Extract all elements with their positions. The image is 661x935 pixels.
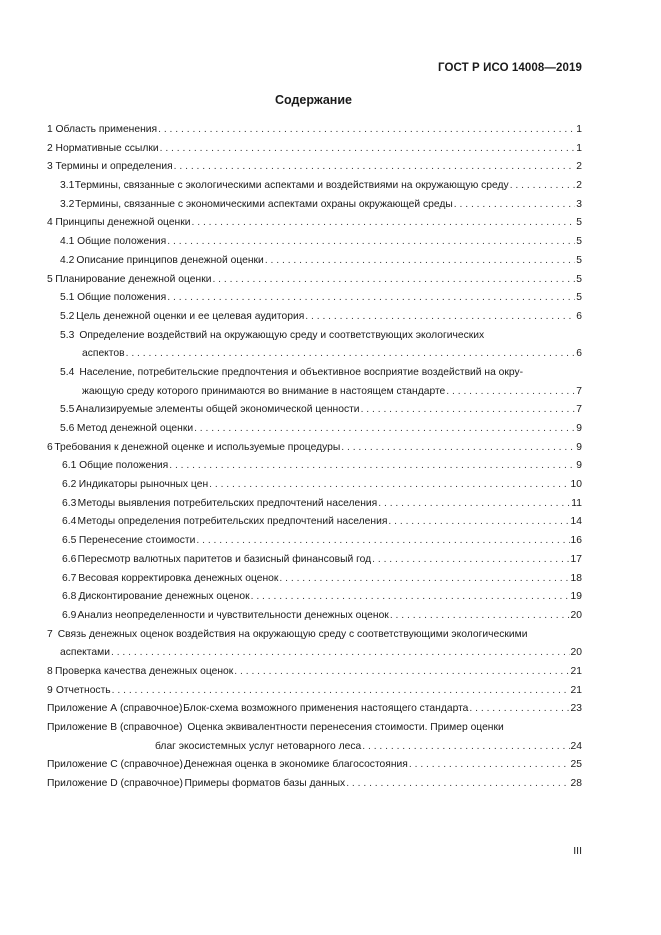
toc-entry-number: 2	[47, 142, 53, 154]
toc-entry-6[interactable]	[47, 439, 582, 458]
toc-entry-page: 5	[576, 273, 582, 285]
toc-entry-9[interactable]	[47, 682, 582, 701]
toc-entry-text: Нормативные ссылки	[55, 142, 159, 154]
dot-leader	[265, 252, 575, 271]
toc-entry-6-6[interactable]	[47, 551, 582, 570]
toc-entry-6-1[interactable]	[47, 457, 582, 476]
toc-entry-page: 11	[571, 497, 582, 509]
toc-entry-page: 5	[576, 236, 582, 248]
toc-entry-number: 6	[47, 441, 53, 453]
toc-entry-text: Перенесение стоимости	[78, 535, 196, 547]
toc-entry-4-2[interactable]	[47, 252, 582, 271]
toc-entry-4[interactable]	[47, 214, 582, 233]
toc-entry-text: Связь денежных оценок воздействия на окружающую среду с соответствующими экологическими	[57, 628, 528, 640]
toc-entry-text: Анализ неопределенности и чувствительности денежных оценок	[77, 609, 389, 621]
toc-entry-5-2[interactable]	[47, 308, 582, 327]
toc-entry-page: 5	[576, 217, 582, 229]
toc-entry-3-2[interactable]	[47, 196, 582, 215]
toc-entry-text: Термины и определения	[55, 161, 173, 173]
dot-leader	[234, 663, 569, 682]
toc-entry-number: 5.5	[60, 404, 75, 416]
document-id: ГОСТ Р ИСО 14008—2019	[437, 62, 582, 74]
toc-entry-number: 3.1	[60, 180, 75, 192]
dot-leader	[362, 738, 569, 757]
toc-entry-text: Индикаторы рыночных цен	[78, 479, 209, 491]
toc-entry-number: 5.3	[60, 329, 75, 341]
toc-entry-5-6[interactable]	[47, 420, 582, 439]
toc-entry-page: 19	[570, 591, 582, 603]
toc-entry-6-8[interactable]	[47, 588, 582, 607]
toc-entry-text: Проверка качества денежных оценок	[55, 665, 234, 677]
dot-leader	[372, 551, 569, 570]
toc-entry-number: 1	[47, 124, 53, 135]
appendix-label: Приложение В (справочное)	[47, 722, 183, 733]
toc-entry-text: Термины, связанные с экономическими аспектами охраны окружающей среды	[75, 198, 453, 210]
toc-entry-text: Принципы денежной оценки	[55, 217, 191, 229]
toc-entry-page: 1	[576, 142, 582, 154]
appendix-label: Приложение D (справочное)	[47, 778, 183, 790]
toc-entry-page: 28	[570, 778, 582, 790]
appendix-label: Приложение А (справочное)	[47, 703, 183, 715]
toc-entry-6-2[interactable]	[47, 476, 582, 495]
dot-leader	[209, 476, 569, 495]
dot-leader	[409, 756, 570, 775]
toc-entry-page: 10	[570, 479, 582, 491]
toc-entry-number: 6.6	[62, 553, 77, 565]
toc-entry-number: 5	[47, 273, 53, 285]
toc-entry-page: 20	[570, 647, 582, 659]
toc-entry-text: Общие положения	[77, 236, 167, 248]
dot-leader	[194, 420, 575, 439]
toc-entry-6-7[interactable]	[47, 570, 582, 589]
dot-leader	[192, 214, 576, 233]
toc-appendix-d[interactable]	[47, 775, 582, 794]
dot-leader	[174, 158, 576, 177]
toc-entry-number: 6.2	[62, 479, 77, 491]
toc-entry-text-continued: жающую среду которого принимаются во внимание в настоящем стандарте	[82, 385, 446, 397]
toc-entry-page: 9	[576, 460, 582, 472]
toc-entry-1[interactable]	[47, 121, 582, 140]
toc-appendix-a[interactable]	[47, 700, 582, 719]
toc-entry-5[interactable]	[47, 271, 582, 290]
dot-leader	[361, 401, 576, 420]
toc-entry-text: Отчетность	[55, 684, 111, 696]
toc-entry-text: Планирование денежной оценки	[55, 273, 212, 285]
toc-entry-text: Общие положения	[77, 292, 167, 304]
toc-entry-page: 18	[570, 572, 582, 584]
toc-entry-text-continued: аспектами	[60, 647, 110, 659]
toc-entry-page: 25	[570, 759, 582, 771]
dot-leader	[378, 495, 570, 514]
dot-leader	[388, 513, 569, 532]
toc-entry-6-4[interactable]	[47, 513, 582, 532]
toc-entry-number: 6.5	[62, 535, 77, 547]
toc-entry-number: 5.6	[60, 423, 75, 434]
toc-entry-number: 6.4	[62, 516, 77, 528]
toc-entry-text: Оценка эквивалентности перенесения стоимости. Пример оценки	[187, 722, 504, 733]
toc-entry-page: 16	[570, 535, 582, 547]
dot-leader	[112, 682, 570, 701]
toc-entry-page: 21	[570, 665, 582, 677]
toc-entry-text: Методы определения потребительских предпочтений населения	[77, 516, 388, 528]
toc-entry-text: Анализируемые элементы общей экономической ценности	[75, 404, 360, 416]
toc-entry-text: Термины, связанные с экологическими аспектами и воздействиями на окружающую среду	[74, 180, 509, 192]
toc-entry-text: Описание принципов денежной оценки	[76, 254, 264, 266]
toc-entry-page: 14	[570, 516, 582, 528]
toc-entry-page: 6	[576, 310, 582, 322]
table-of-contents	[47, 121, 582, 794]
toc-entry-text: Цель денежной оценки и ее целевая аудитория	[76, 310, 305, 322]
toc-entry-page: 5	[576, 254, 582, 266]
toc-entry-text-continued: благ экосистемных услуг нетоварного леса	[155, 740, 362, 752]
dot-leader	[160, 140, 576, 159]
toc-entry-number: 5.1	[60, 292, 75, 304]
toc-entry-5-5[interactable]	[47, 401, 582, 420]
appendix-label: Приложение С (справочное)	[47, 759, 183, 771]
toc-entry-page: 7	[576, 404, 582, 416]
toc-title: Содержание	[274, 93, 352, 107]
dot-leader	[346, 775, 569, 794]
dot-leader	[167, 233, 575, 252]
toc-entry-text: Примеры форматов базы данных	[184, 778, 346, 790]
toc-entry-5-3[interactable]	[47, 327, 582, 364]
toc-entry-number: 3	[47, 161, 53, 173]
toc-entry-number: 3.2	[60, 198, 75, 210]
toc-entry-page: 5	[576, 292, 582, 304]
page-number: III	[573, 845, 582, 857]
toc-entry-8[interactable]	[47, 663, 582, 682]
toc-entry-text: Требования к денежной оценке и используемые процедуры	[54, 441, 341, 453]
dot-leader	[126, 345, 576, 364]
toc-entry-page: 3	[576, 198, 582, 210]
toc-entry-4-1[interactable]	[47, 233, 582, 252]
toc-entry-page: 2	[576, 180, 582, 192]
dot-leader	[390, 607, 570, 626]
toc-entry-number: 6.3	[62, 497, 77, 509]
toc-appendix-c[interactable]	[47, 756, 582, 775]
toc-entry-page: 2	[576, 161, 582, 173]
toc-entry-number: 6.8	[62, 591, 77, 603]
toc-entry-6-9[interactable]	[47, 607, 582, 626]
toc-entry-text: Область применения	[55, 124, 158, 135]
toc-entry-6-3[interactable]	[47, 495, 582, 514]
toc-entry-page: 20	[570, 609, 582, 621]
toc-entry-text: Весовая корректировка денежных оценок	[78, 572, 279, 584]
toc-entry-number: 6.9	[62, 609, 77, 621]
toc-entry-page: 6	[576, 348, 582, 360]
dot-leader	[169, 457, 575, 476]
dot-leader	[111, 644, 570, 663]
toc-entry-text: Пересмотр валютных паритетов и базисный финансовый год	[77, 553, 372, 565]
toc-entry-text: Блок-схема возможного применения настоящего стандарта	[183, 703, 469, 715]
dot-leader	[251, 588, 570, 607]
toc-entry-number: 4.1	[60, 236, 75, 248]
toc-entry-3-1[interactable]	[47, 177, 582, 196]
toc-entry-page: 23	[570, 703, 582, 715]
toc-entry-page: 9	[576, 441, 582, 453]
dot-leader	[158, 121, 575, 140]
dot-leader	[212, 271, 575, 290]
dot-leader	[510, 177, 576, 196]
dot-leader	[454, 196, 575, 215]
toc-entry-page: 21	[570, 684, 582, 696]
toc-entry-5-4[interactable]	[47, 364, 582, 401]
dot-leader	[341, 439, 575, 458]
toc-entry-3[interactable]	[47, 158, 582, 177]
dot-leader	[469, 700, 569, 719]
toc-entry-text: Метод денежной оценки	[76, 423, 194, 434]
toc-entry-page: 1	[576, 124, 582, 135]
toc-entry-number: 6.7	[62, 572, 77, 584]
toc-entry-2[interactable]	[47, 140, 582, 159]
toc-entry-page: 17	[570, 553, 582, 565]
toc-entry-number: 4.2	[60, 254, 75, 266]
dot-leader	[446, 383, 575, 402]
toc-entry-text: Денежная оценка в экономике благосостояния	[184, 759, 408, 771]
toc-entry-text: Население, потребительские предпочтения и объективное восприятие воздействий на окру-	[79, 366, 524, 378]
toc-entry-text: Методы выявления потребительских предпочтений населения	[77, 497, 378, 509]
toc-entry-number: 5.2	[60, 310, 75, 322]
toc-entry-page: 24	[570, 740, 582, 752]
dot-leader	[196, 532, 569, 551]
toc-entry-text: Общие положения	[79, 460, 169, 472]
toc-entry-number: 5.4	[60, 366, 75, 378]
toc-entry-number: 8	[47, 665, 53, 677]
toc-entry-page: 7	[576, 385, 582, 397]
toc-entry-number: 6.1	[62, 460, 77, 472]
toc-entry-number: 7	[47, 628, 53, 640]
dot-leader	[279, 570, 569, 589]
toc-entry-text: Дисконтирование денежных оценок	[78, 591, 250, 603]
toc-entry-page: 9	[576, 423, 582, 434]
toc-appendix-b[interactable]	[47, 719, 582, 756]
toc-entry-number: 9	[47, 684, 53, 696]
toc-entry-6-5[interactable]	[47, 532, 582, 551]
toc-entry-text-continued: аспектов	[82, 348, 125, 360]
toc-entry-number: 4	[47, 217, 53, 229]
dot-leader	[305, 308, 575, 327]
dot-leader	[167, 289, 575, 308]
toc-entry-text: Определение воздействий на окружающую среду и соответствующих экологических	[79, 329, 485, 341]
toc-entry-5-1[interactable]	[47, 289, 582, 308]
toc-entry-7[interactable]	[47, 626, 582, 663]
